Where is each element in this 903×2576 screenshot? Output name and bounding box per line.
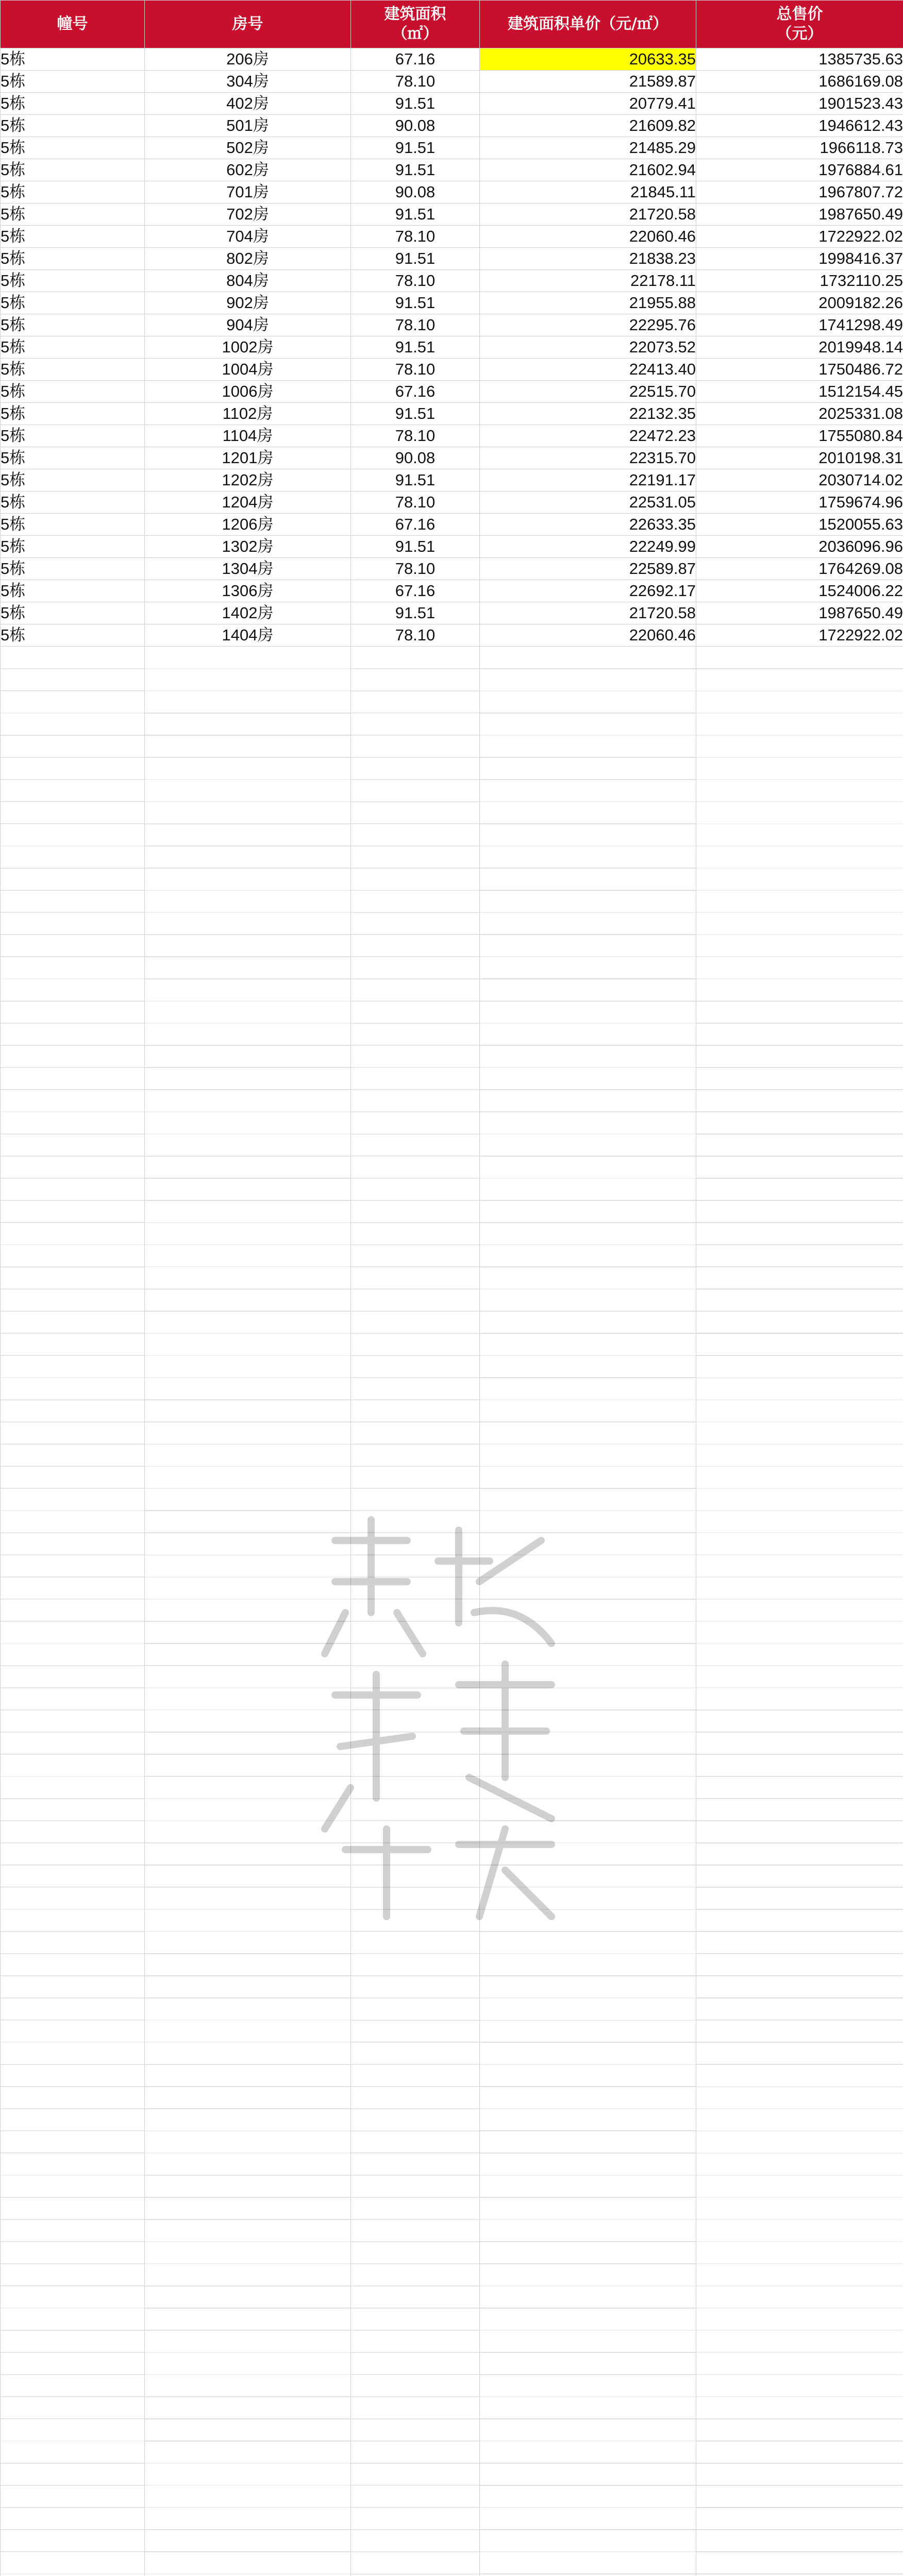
cell-area: 90.08 [351,115,480,137]
cell-room: 1404房 [145,624,351,647]
cell-total: 1755080.84 [696,425,903,447]
cell-room: 702房 [145,204,351,226]
cell-unit-price: 22515.70 [480,381,696,403]
cell-total: 1750486.72 [696,359,903,381]
header-total [696,1,903,48]
table-row [1,558,903,580]
cell-area: 78.10 [351,71,480,93]
cell-room: 1306房 [145,580,351,602]
cell-unit-price: 22060.46 [480,624,696,647]
cell-total: 1759674.96 [696,492,903,514]
cell-total: 1732110.25 [696,270,903,292]
cell-building: 5栋 [1,226,145,248]
table-row [1,270,903,292]
cell-unit-price: 21589.87 [480,71,696,93]
cell-total: 1901523.43 [696,93,903,115]
cell-building: 5栋 [1,159,145,181]
cell-room: 1302房 [145,536,351,558]
cell-area: 78.10 [351,624,480,647]
cell-total: 1987650.49 [696,602,903,624]
cell-area: 91.51 [351,204,480,226]
cell-total: 1512154.45 [696,381,903,403]
cell-total: 2030714.02 [696,469,903,492]
cell-building: 5栋 [1,292,145,314]
table-body-top [1,48,903,647]
cell-total: 1764269.08 [696,558,903,580]
table-row [1,48,903,71]
cell-unit-price: 22249.99 [480,536,696,558]
cell-area: 67.16 [351,580,480,602]
cell-total: 1520055.63 [696,514,903,536]
table-row [1,314,903,336]
table-row [1,492,903,514]
cell-room: 1002房 [145,336,351,359]
cell-unit-price: 21485.29 [480,137,696,159]
cell-area: 91.51 [351,159,480,181]
cell-unit-price: 22472.23 [480,425,696,447]
cell-building: 5栋 [1,181,145,204]
cell-room: 1206房 [145,514,351,536]
table-row [1,93,903,115]
table-row [1,602,903,624]
gap-cell-area [351,647,480,2576]
cell-unit-price: 22073.52 [480,336,696,359]
cell-room: 1102房 [145,403,351,425]
cell-total: 2010198.31 [696,447,903,469]
table-row [1,447,903,469]
table-row [1,181,903,204]
cell-area: 91.51 [351,602,480,624]
table-row [1,248,903,270]
cell-unit-price: 22132.35 [480,403,696,425]
cell-area: 67.16 [351,381,480,403]
cell-building: 5栋 [1,115,145,137]
cell-room: 1006房 [145,381,351,403]
header-area-unit: （㎡） [392,25,439,43]
cell-building: 5栋 [1,359,145,381]
gap-cell-building [1,647,145,2576]
cell-unit-price: 22315.70 [480,447,696,469]
table-row [1,536,903,558]
cell-total: 1998416.37 [696,248,903,270]
cell-total: 1385735.63 [696,48,903,71]
cell-room: 502房 [145,137,351,159]
gap-cell-total [696,647,903,2576]
table-row [1,403,903,425]
cell-total: 2036096.96 [696,536,903,558]
table-row [1,425,903,447]
table-row [1,469,903,492]
cell-building: 5栋 [1,447,145,469]
cell-area: 78.10 [351,492,480,514]
cell-unit-price-highlighted: 20633.35 [480,48,696,71]
cell-area: 91.51 [351,336,480,359]
cell-area: 78.10 [351,558,480,580]
cell-total: 1976884.61 [696,159,903,181]
cell-unit-price: 20779.41 [480,93,696,115]
cell-unit-price: 22413.40 [480,359,696,381]
cell-area: 90.08 [351,181,480,204]
cell-room: 1201房 [145,447,351,469]
table-body-gap [1,647,903,2576]
cell-area: 78.10 [351,226,480,248]
header-building: 幢号 [1,1,145,48]
table-row [1,292,903,314]
cell-area: 78.10 [351,314,480,336]
cell-unit-price: 21609.82 [480,115,696,137]
cell-total: 1722922.02 [696,226,903,248]
gap-cell-unit-price [480,647,696,2576]
cell-room: 704房 [145,226,351,248]
cell-area: 78.10 [351,270,480,292]
table-row [1,381,903,403]
cell-room: 701房 [145,181,351,204]
cell-building: 5栋 [1,580,145,602]
header-area [351,1,480,48]
table-row [1,226,903,248]
cell-room: 602房 [145,159,351,181]
cell-unit-price: 21955.88 [480,292,696,314]
cell-area: 91.51 [351,93,480,115]
cell-building: 5栋 [1,314,145,336]
cell-room: 1104房 [145,425,351,447]
cell-room: 804房 [145,270,351,292]
cell-total: 2025331.08 [696,403,903,425]
gap-cell-room [145,647,351,2576]
cell-building: 5栋 [1,514,145,536]
cell-building: 5栋 [1,93,145,115]
cell-area: 91.51 [351,403,480,425]
cell-area: 91.51 [351,248,480,270]
cell-unit-price: 22531.05 [480,492,696,514]
cell-total: 1946612.43 [696,115,903,137]
cell-room: 402房 [145,93,351,115]
cell-building: 5栋 [1,248,145,270]
table-row [1,71,903,93]
header-area-title: 建筑面积 [384,5,446,23]
header-row [1,1,903,48]
header-total-title: 总售价 [776,5,823,23]
cell-building: 5栋 [1,536,145,558]
header-total-unit: （元） [776,25,823,43]
cell-room: 1402房 [145,602,351,624]
cell-building: 5栋 [1,403,145,425]
cell-room: 802房 [145,248,351,270]
cell-area: 67.16 [351,514,480,536]
cell-building: 5栋 [1,492,145,514]
untranscribed-rows [1,647,903,2576]
cell-total: 2009182.26 [696,292,903,314]
cell-room: 1004房 [145,359,351,381]
cell-unit-price: 21838.23 [480,248,696,270]
cell-unit-price: 22633.35 [480,514,696,536]
cell-room: 1202房 [145,469,351,492]
table-row [1,159,903,181]
cell-building: 5栋 [1,624,145,647]
cell-total: 2019948.14 [696,336,903,359]
cell-room: 904房 [145,314,351,336]
cell-building: 5栋 [1,425,145,447]
table-row [1,115,903,137]
cell-unit-price: 21720.58 [480,602,696,624]
cell-area: 91.51 [351,469,480,492]
cell-building: 5栋 [1,48,145,71]
cell-area: 90.08 [351,447,480,469]
cell-unit-price: 22191.17 [480,469,696,492]
cell-total: 1686169.08 [696,71,903,93]
cell-room: 902房 [145,292,351,314]
cell-total: 1987650.49 [696,204,903,226]
cell-unit-price: 21845.11 [480,181,696,204]
table-row [1,204,903,226]
table-row [1,514,903,536]
cell-unit-price: 22692.17 [480,580,696,602]
cell-building: 5栋 [1,558,145,580]
cell-unit-price: 22060.46 [480,226,696,248]
cell-area: 91.51 [351,292,480,314]
cell-total: 1967807.72 [696,181,903,204]
cell-unit-price: 22295.76 [480,314,696,336]
cell-total: 1524006.22 [696,580,903,602]
cell-room: 501房 [145,115,351,137]
header-unit-price: 建筑面积单价（元/㎡） [480,1,696,48]
cell-unit-price: 22589.87 [480,558,696,580]
table-row [1,336,903,359]
cell-building: 5栋 [1,71,145,93]
cell-unit-price: 21720.58 [480,204,696,226]
cell-building: 5栋 [1,270,145,292]
cell-total: 1741298.49 [696,314,903,336]
cell-area: 67.16 [351,48,480,71]
cell-total: 1966118.73 [696,137,903,159]
cell-building: 5栋 [1,381,145,403]
cell-building: 5栋 [1,469,145,492]
table-row [1,580,903,602]
cell-room: 206房 [145,48,351,71]
cell-room: 1204房 [145,492,351,514]
table-row [1,624,903,647]
cell-building: 5栋 [1,137,145,159]
cell-area: 78.10 [351,425,480,447]
cell-area: 78.10 [351,359,480,381]
table-row [1,137,903,159]
cell-total: 1722922.02 [696,624,903,647]
cell-unit-price: 22178.11 [480,270,696,292]
cell-area: 91.51 [351,137,480,159]
cell-room: 1304房 [145,558,351,580]
cell-building: 5栋 [1,602,145,624]
table-row [1,359,903,381]
cell-area: 91.51 [351,536,480,558]
cell-building: 5栋 [1,336,145,359]
cell-building: 5栋 [1,204,145,226]
cell-unit-price: 21602.94 [480,159,696,181]
header-room: 房号 [145,1,351,48]
cell-room: 304房 [145,71,351,93]
